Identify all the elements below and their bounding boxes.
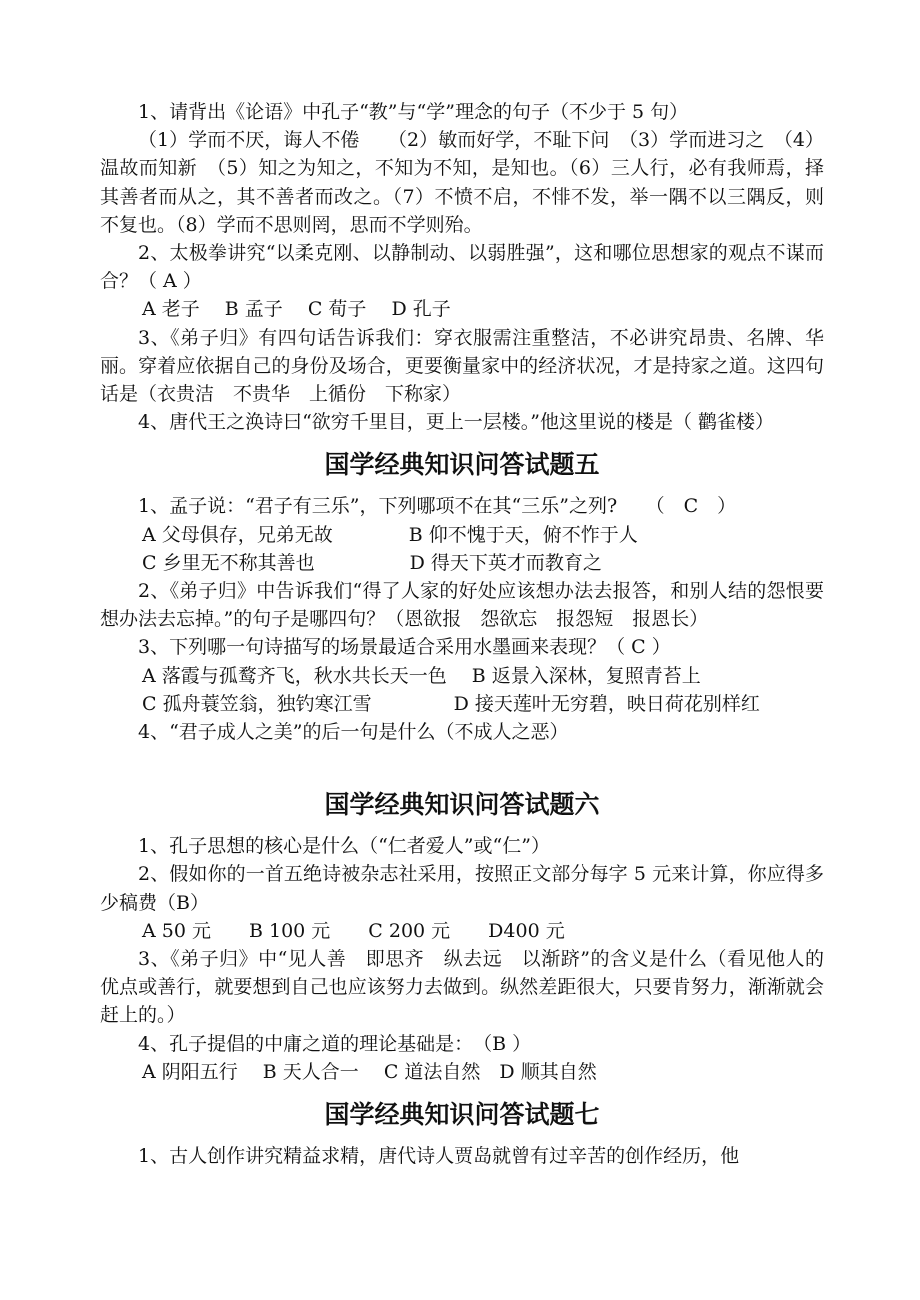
s6-question-4: 4、孔子提倡的中庸之道的理论基础是： （B ） [138,1032,532,1055]
s6-question-1: 1、孔子思想的核心是什么（“仁者爱人”或“仁”） [138,835,550,858]
s4-question-3: 3、《弟子归》有四句话告诉我们：穿衣服需注重整洁，不必讲究昂贵、名牌、华丽。穿着应依据自己的身份及场合，更要衡量家中的经济状况，才是持家之道。这四句话是（衣贵洁 不贵华 上循份 下称家） [100,326,824,406]
document-page [100,98,824,1170]
section-6-title: 国学经典知识问答试题六 [324,790,600,820]
s6-question-2-options: A 50 元 B 100 元 C 200 元 D400 元 [142,919,565,942]
s5-question-3-options-cd: C 孤舟蓑笠翁，独钓寒江雪 D 接天莲叶无穷碧，映日荷花别样红 [142,692,760,715]
s5-question-3: 3、下列哪一句诗描写的场景最适合采用水墨画来表现？（ C ） [138,636,671,659]
section-7-title: 国学经典知识问答试题七 [324,1100,600,1130]
s6-question-3: 3、《弟子归》中“见人善 即思齐 纵去远 以渐跻”的含义是什么（看见他人的优点或善行，就要想到自己也应该努力去做到。纵然差距很大，只要肯努力，渐渐就会赶上的。） [100,948,824,1027]
s4-question-4: 4、唐代王之涣诗曰“欲穷千里目，更上一层楼。”他这里说的楼是（ 鹳雀楼） [138,411,775,434]
s5-question-3-options-ab: A 落霞与孤鹜齐飞，秋水共长天一色 B 返景入深林，复照青苔上 [142,664,701,687]
s6-question-4-options: A 阴阳五行 B 天人合一 C 道法自然 D 顺其自然 [142,1060,597,1083]
s4-question-2-options: A 老子 B 孟子 C 荀子 D 孔子 [142,298,451,321]
s7-question-1: 1、古人创作讲究精益求精，唐代诗人贾岛就曾有过辛苦的创作经历，他 [138,1145,740,1168]
s5-question-2: 2、《弟子归》中告诉我们“得了人家的好处应该想办法去报答，和别人结的怨恨要想办法去忘掉。”的句子是哪四句？（恩欲报 怨欲忘 报怨短 报恩长） [100,580,824,631]
s4-question-2: 2、太极拳讲究“以柔克刚、以静制动、以弱胜强”，这和哪位思想家的观点不谋而合？（ A ） [100,242,824,293]
s5-question-1: 1、孟子说：“君子有三乐”，下列哪项不在其“三乐”之列? （ C ） [138,495,737,518]
section-5-title: 国学经典知识问答试题五 [324,450,600,480]
s5-question-1-options-ab: A 父母俱存，兄弟无故 B 仰不愧于天，俯不怍于人 [142,523,638,546]
s4-question-1-answer: （1）学而不厌，诲人不倦 （2）敏而好学，不耻下问 （3）学而进习之 （4）温故而知新 （5）知之为知之，不知为不知，是知也。（6）三人行，必有我师焉，择其善者而从之，其不善者而改之。（7）不愤不启，不悱不发，举一隅不以三隅反，则不复也。（8）学而不思则罔，思而不学则殆。 [100,129,824,236]
section-spacer [100,746,824,776]
s4-question-1: 1、请背出《论语》中孔子“教”与“学”理念的句子（不少于 5 句） [138,101,689,123]
s5-question-4: 4、“君子成人之美”的后一句是什么（不成人之恶） [138,721,569,744]
s5-question-1-options-cd: C 乡里无不称其善也 D 得天下英才而教育之 [142,551,602,574]
s6-question-2: 2、假如你的一首五绝诗被杂志社采用，按照正文部分每字 5 元来计算，你应得多少稿费（B） [100,863,824,914]
